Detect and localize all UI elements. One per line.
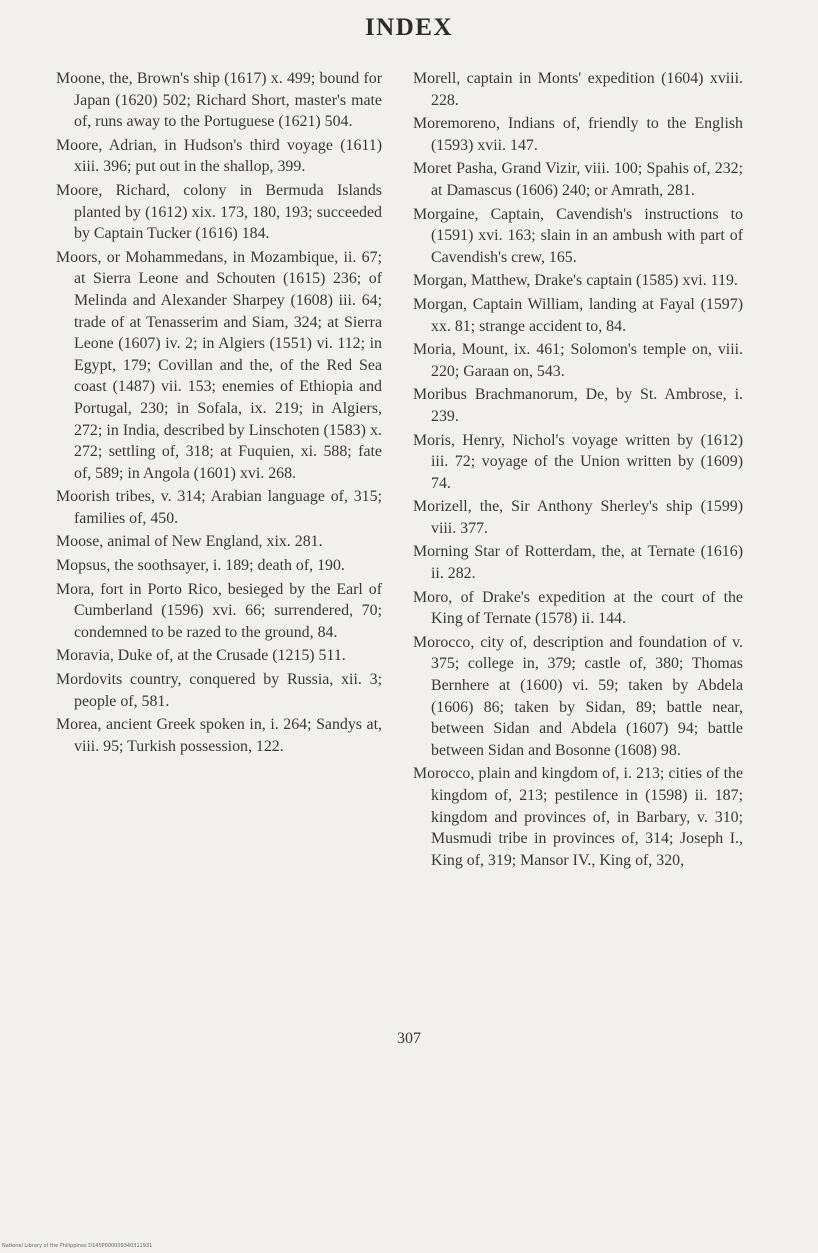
index-entry: Moribus Brachmanorum, De, by St. Ambrose, i. 239.: [413, 386, 743, 425]
index-entry: Moret Pasha, Grand Vizir, viii. 100; Spahis of, 232; at Damascus (1606) 240; or Amrath, 281.: [413, 160, 743, 199]
index-entry: Mora, fort in Porto Rico, besieged by the Earl of Cumberland (1596) xvi. 66; surrendered, 70; condemned to be razed to the ground, 84.: [56, 580, 382, 641]
index-entry: Moore, Adrian, in Hudson's third voyage (1611) xiii. 396; put out in the shallop, 399.: [56, 136, 382, 176]
index-entry: Moremoreno, Indians of, friendly to the English (1593) xvii. 147.: [413, 115, 743, 154]
index-entry: Moro, of Drake's expedition at the court of the King of Ternate (1578) ii. 144.: [413, 588, 743, 628]
index-entry: Mopsus, the soothsayer, i. 189; death of, 190.: [56, 557, 345, 575]
index-entry: Morgan, Captain William, landing at Fayal (1597) xx. 81; strange accident to, 84.: [413, 295, 743, 335]
index-entry: Morgan, Matthew, Drake's captain (1585) xvi. 119.: [413, 272, 738, 290]
index-entry: Moria, Mount, ix. 461; Solomon's temple on, viii. 220; Garaan on, 543.: [413, 341, 743, 380]
index-entry: Mordovits country, conquered by Russia, xii. 3; people of, 581.: [56, 671, 382, 710]
index-entry: Moorish tribes, v. 314; Arabian language of, 315; families of, 450.: [56, 488, 382, 527]
index-entry: Morizell, the, Sir Anthony Sherley's ship (1599) viii. 377.: [413, 498, 743, 537]
page-title: INDEX: [364, 14, 454, 41]
index-entry: Moris, Henry, Nichol's voyage written by (1612) iii. 72; voyage of the Union written by (1609) 74.: [413, 431, 743, 492]
index-entry: Morning Star of Rotterdam, the, at Ternate (1616) ii. 282.: [413, 543, 743, 583]
index-entry: Moors, or Mohammedans, in Mozambique, ii. 67; at Sierra Leone and Schouten (1615) 236; of Melinda and Alexander Sharpey (1608) iii. 64; trade of at Tenasserim and Siam, 324; at Sierra Leone (1607) iv. 2; in Algiers (1551) vi. 112; in Egypt, 179; Covillan and the, of the Red Sea coast (1487) vii. 153; enemies of Ethiopia and Portugal, 230; in Sofala, ix. 219; in Algiers, 272; in India, described by Linschoten (1583) x. 272; settling of, 318; at Fuquien, xi. 588; fate of, 589; in Angola (1601) xvi. 268.: [56, 248, 382, 482]
index-entry: Morgaine, Captain, Cavendish's instructions to (1591) xvi. 163; slain in an ambush with part of Cavendish's crew, 165.: [413, 205, 743, 266]
library-footer: National Library of the Philippines D145P000009340311931: [2, 1243, 153, 1249]
index-entry: Morocco, city of, description and foundation of v. 375; college in, 379; castle of, 380; Thomas Bernhere at (1600) vi. 59; taken by Abdela (1606) 86; taken by Sidan, 89; battle near, between Sidan and Abdela (1607) 94; battle between Sidan and Bosonne (1608) 98.: [413, 633, 743, 759]
right-column: [413, 68, 743, 873]
index-entry: Moravia, Duke of, at the Crusade (1215) 511.: [56, 647, 346, 665]
index-entry: Morell, captain in Monts' expedition (1604) xviii. 228.: [413, 70, 743, 109]
index-entry: Morocco, plain and kingdom of, i. 213; cities of the kingdom of, 213; pestilence in (1598) ii. 187; kingdom and provinces of, in Barbary, v. 310; Musmudi tribe in provinces of, 314; Joseph I., King of, 319; Mansor IV., King of, 320,: [413, 765, 743, 869]
page-number: 307: [397, 1030, 421, 1047]
index-entry: Morea, ancient Greek spoken in, i. 264; Sandys at, viii. 95; Turkish possession, 122.: [56, 716, 382, 755]
index-entry: Moore, Richard, colony in Bermuda Islands planted by (1612) xix. 173, 180, 193; succeeded by Captain Tucker (1616) 184.: [56, 181, 382, 243]
index-entry: Moose, animal of New England, xix. 281.: [56, 533, 323, 551]
index-entry: Moone, the, Brown's ship (1617) x. 499; bound for Japan (1620) 502; Richard Short, master's mate of, runs away to the Portuguese (1621) 504.: [56, 70, 382, 131]
left-column: [56, 68, 382, 759]
